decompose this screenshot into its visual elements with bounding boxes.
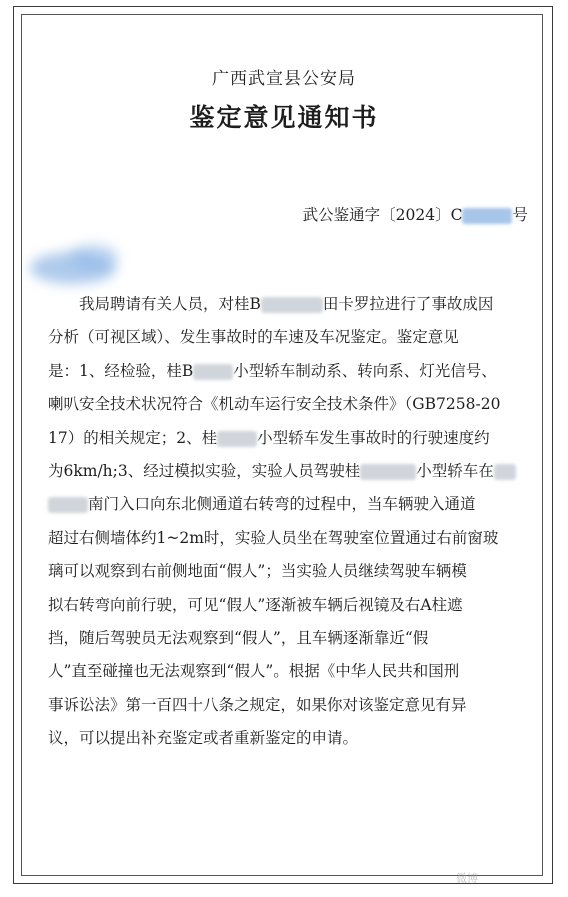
body-line: 为6km/h;3、经过模拟实验，实验人员驾驶桂 小型轿车在	[48, 455, 530, 488]
body-line: 超过右侧墙体约1~2m时，实验人员坐在驾驶室位置通过右前窗玻	[48, 528, 499, 547]
redaction-mark	[193, 364, 233, 380]
body-line: 是：1、经检验，桂B 小型轿车制动系、转向系、灯光信号、	[48, 361, 497, 380]
body-line: 喇叭安全技术状况符合《机动车运行安全技术条件》（GB7258-20	[48, 395, 501, 414]
redaction-mark	[48, 497, 88, 513]
redaction-blob	[70, 244, 118, 270]
redaction-mark	[261, 297, 323, 313]
issuer-name: 广西武宣县公安局	[212, 69, 356, 89]
body-line: 人”直至碰撞也无法观察到“假人”。根据《中华人民共和国刑	[48, 662, 460, 681]
notice-body	[48, 288, 530, 755]
weibo-watermark: 微博	[456, 872, 478, 885]
body-line: 分析（可视区域）、发生事故时的车速及车况鉴定。鉴定意见	[48, 328, 459, 347]
redaction-mark	[360, 464, 416, 480]
body-line: 事诉讼法》第一百四十八条之规定，如果你对该鉴定意见有异	[48, 695, 467, 714]
doc-number-fragment: C	[450, 206, 463, 224]
body-line: 挡，随后驾驶员无法观察到“假人”，且车辆逐渐靠近“假	[48, 628, 429, 647]
document-title: 鉴定意见通知书	[189, 103, 379, 132]
redaction-mark	[462, 208, 512, 224]
doc-number-suffix: 号	[512, 206, 528, 224]
document-number	[303, 203, 528, 225]
body-line: 17）的相关规定；2、桂 小型轿车发生事故时的行驶速度约	[48, 428, 490, 447]
redaction-mark	[494, 464, 516, 480]
body-line: 璃可以观察到右前侧地面“假人”；当实验人员继续驾驶车辆模	[48, 562, 467, 581]
body-line: 我局聘请有关人员，对桂B 田卡罗拉进行了事故成因	[79, 295, 494, 313]
doc-number-prefix: 武公鉴通字〔2024〕	[302, 206, 451, 224]
body-line: 南门入口向东北侧通道右转弯的过程中，当车辆驶入通道	[48, 488, 530, 521]
redaction-mark	[217, 431, 257, 447]
body-line: 议，可以提出补充鉴定或者重新鉴定的申请。	[48, 729, 359, 748]
body-line: 拟右转弯向前行驶，可见“假人”逐渐被车辆后视镜及右A柱遮	[48, 595, 463, 614]
